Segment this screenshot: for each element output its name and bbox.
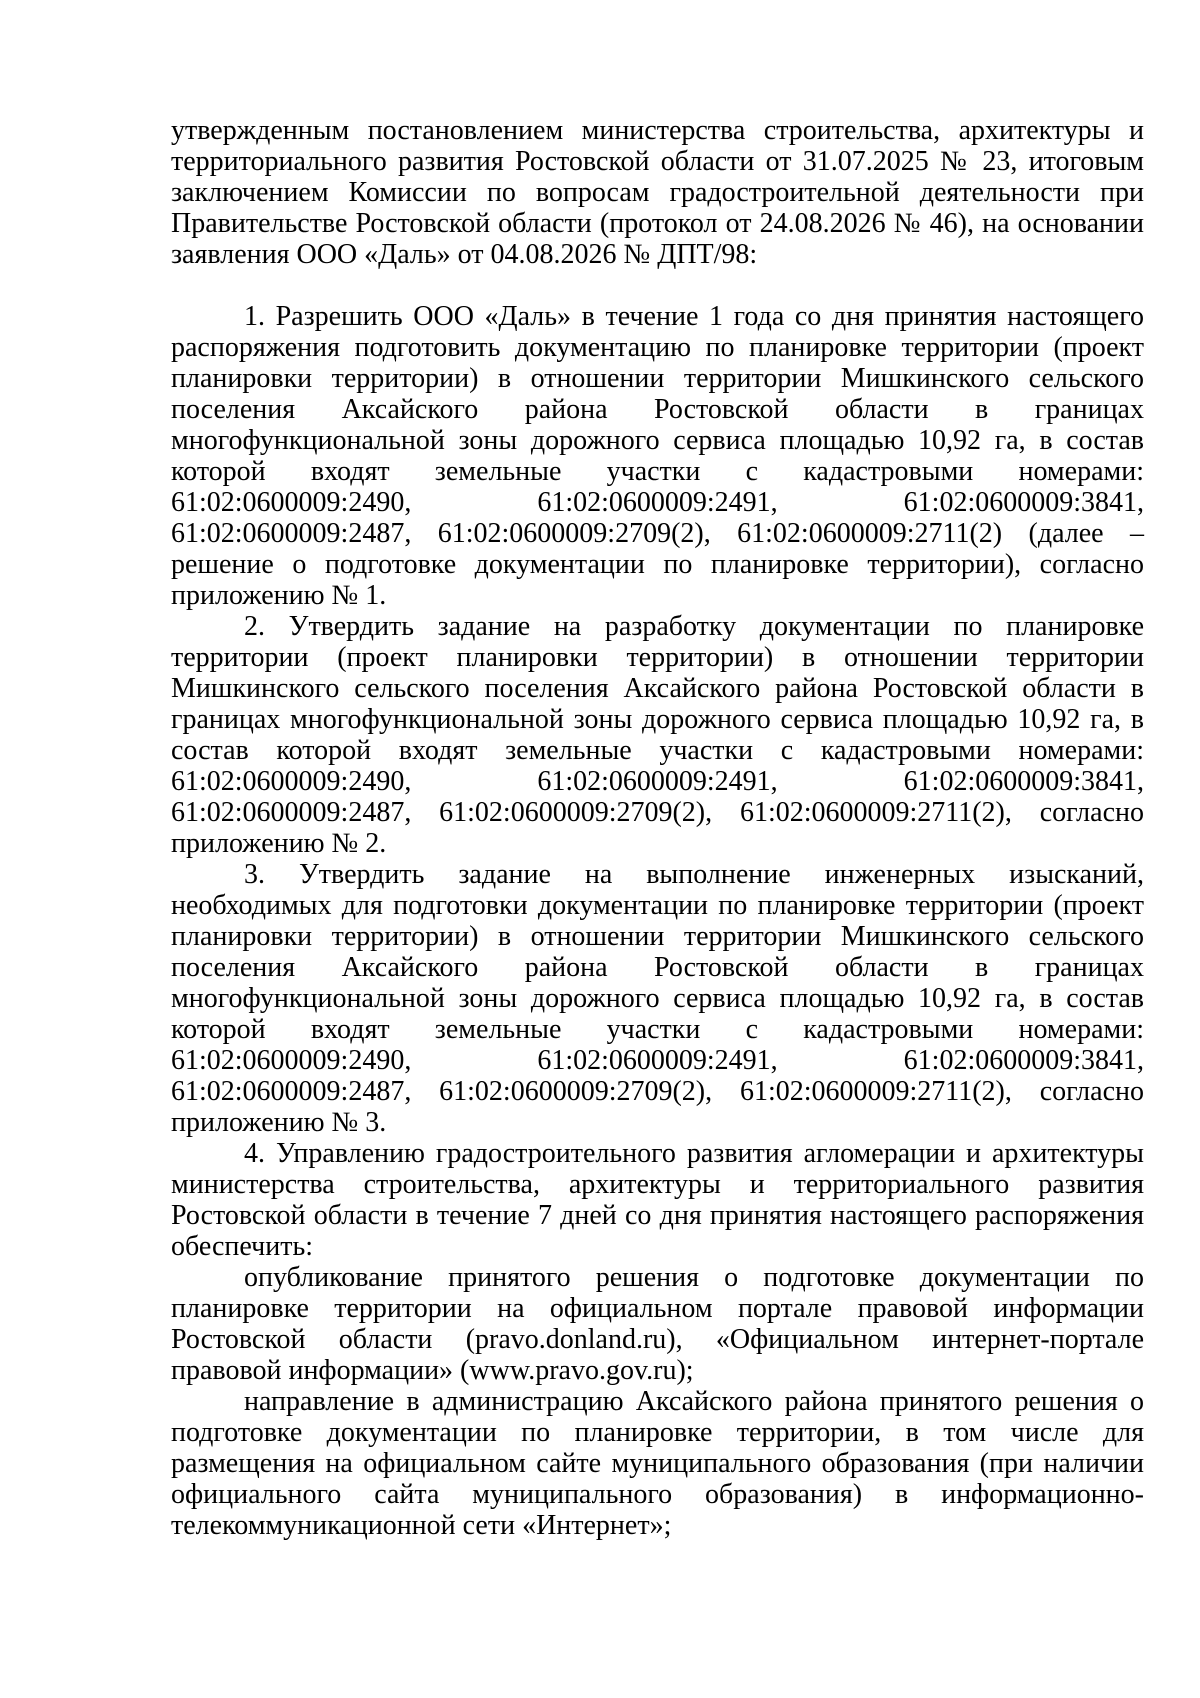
paragraph-3: 3. Утвердить задание на выполнение инженерных изысканий, необходимых для подготовки документации по планировке территории (проект планировки территории) в отношении территории Мишкинского сельского поселения Аксайского района Ростовской области в границах многофункциональной зоны дорожного сервиса площадью 10,92 га, в состав которой входят земельные участки с кадастровыми номерами: 61:02:0600009:2490, 61:02:0600009:2491, 61:02:0600009:3841, 61:02:0600009:2487, 61:02:0600009:2709(2), 61:02:0600009:2711(2), согласно приложению № 3. bbox=[171, 859, 1144, 1138]
document-body bbox=[171, 115, 1144, 1541]
paragraph-4-publication: опубликование принятого решения о подготовке документации по планировке территории на официальном портале правовой информации Ростовской области (pravo.donland.ru), «Официальном интернет-портале правовой информации» (www.pravo.gov.ru); bbox=[171, 1262, 1144, 1386]
intro-paragraph: утвержденным постановлением министерства строительства, архитектуры и территориального развития Ростовской области от 31.07.2025 № 23, итоговым заключением Комиссии по вопросам градостроительной деятельности при Правительстве Ростовской области (протокол от 24.08.2026 № 46), на основании заявления ООО «Даль» от 04.08.2026 № ДПТ/98: bbox=[171, 115, 1144, 270]
paragraph-4: 4. Управлению градостроительного развития агломерации и архитектуры министерства строительства, архитектуры и территориального развития Ростовской области в течение 7 дней со дня принятия настоящего распоряжения обеспечить: bbox=[171, 1138, 1144, 1262]
paragraph-1: 1. Разрешить ООО «Даль» в течение 1 года со дня принятия настоящего распоряжения подготовить документацию по планировке территории (проект планировки территории) в отношении территории Мишкинского сельского поселения Аксайского района Ростовской области в границах многофункциональной зоны дорожного сервиса площадью 10,92 га, в состав которой входят земельные участки с кадастровыми номерами: 61:02:0600009:2490, 61:02:0600009:2491, 61:02:0600009:3841, 61:02:0600009:2487, 61:02:0600009:2709(2), 61:02:0600009:2711(2) (далее – решение о подготовке документации по планировке территории), согласно приложению № 1. bbox=[171, 301, 1144, 611]
paragraph-2: 2. Утвердить задание на разработку документации по планировке территории (проект планировки территории) в отношении территории Мишкинского сельского поселения Аксайского района Ростовской области в границах многофункциональной зоны дорожного сервиса площадью 10,92 га, в состав которой входят земельные участки с кадастровыми номерами: 61:02:0600009:2490, 61:02:0600009:2491, 61:02:0600009:3841, 61:02:0600009:2487, 61:02:0600009:2709(2), 61:02:0600009:2711(2), согласно приложению № 2. bbox=[171, 611, 1144, 859]
paragraph-4-referral: направление в администрацию Аксайского района принятого решения о подготовке документации по планировке территории, в том числе для размещения на официальном сайте муниципального образования (при наличии официального сайта муниципального образования) в информационно-телекоммуникационной сети «Интернет»; bbox=[171, 1386, 1144, 1541]
